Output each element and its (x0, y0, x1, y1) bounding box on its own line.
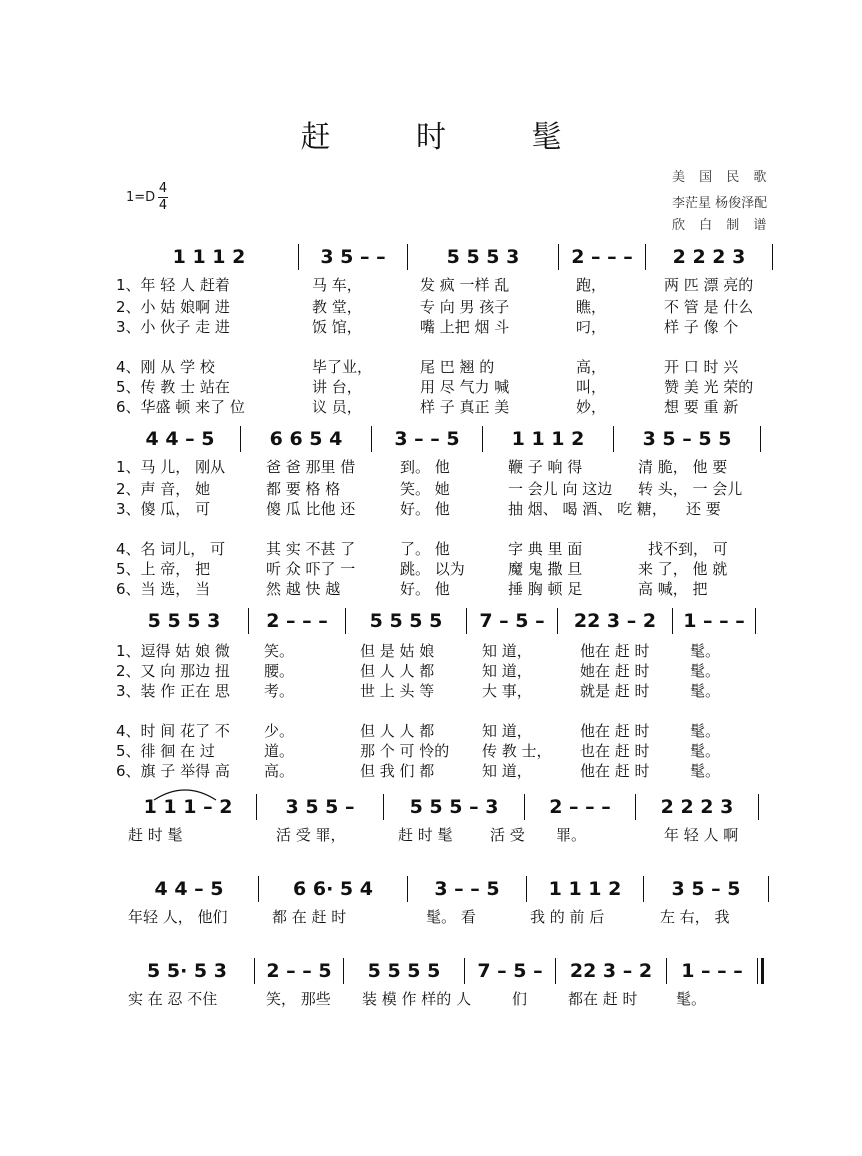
measure: 5 5 5 3 (446, 246, 520, 268)
notation-row-4 (120, 794, 759, 820)
lyric: 罪。 (556, 826, 587, 844)
lyric: 都 要 格 格 (266, 480, 341, 498)
notation-row-1 (120, 244, 773, 270)
measure: 2 – – – (571, 246, 633, 268)
measure: 1 1 1 2 (511, 428, 585, 450)
lyric: 爸 爸 那里 借 (266, 458, 356, 476)
lyric: 但 是 姑 娘 (360, 642, 435, 660)
lyric: 但 人 人 都 (360, 722, 435, 740)
lyric: 知 道， (482, 722, 532, 740)
lyric: 马 车， (312, 276, 362, 294)
measure: 2 2 2 3 (672, 246, 746, 268)
lyric: 少。 (264, 722, 295, 740)
measure: 6 6 5 4 (269, 428, 343, 450)
lyric: 传 教 士， (482, 742, 552, 760)
time-signature (158, 181, 168, 214)
lyric: 3、小 伙子 走 进 (116, 318, 230, 336)
lyric: 尾 巴 翘 的 (420, 358, 495, 376)
lyric: 年轻 人， 他们 (128, 908, 228, 926)
lyric: 开 口 时 兴 (664, 358, 739, 376)
lyric: 但 我 们 都 (360, 762, 435, 780)
final-barline (757, 958, 764, 984)
lyric: 知 道， (482, 642, 532, 660)
lyric: 样 子 真正 美 (420, 398, 510, 416)
lyric: 髦。 (690, 722, 721, 740)
lyric: 但 人 人 都 (360, 662, 435, 680)
lyric: 到。 他 (400, 458, 450, 476)
measure: 1 – – – (681, 960, 743, 982)
lyric: 笑。 她 (400, 480, 450, 498)
lyric: 跑， (576, 276, 607, 294)
lyric: 她在 赶 时 (580, 662, 650, 680)
lyric: 他在 赶 时 (580, 762, 650, 780)
measure: 2 – – – (549, 796, 611, 818)
measure: 5 5 5 3 (147, 610, 221, 632)
lyric: 毕了业， (312, 358, 373, 376)
lyric: 6、当 选， 当 (116, 580, 211, 598)
measure: 22 3 – 2 (569, 960, 653, 982)
lyric: 转 头， 一 会儿 (638, 480, 743, 498)
measure: 1 1 1 2 (172, 246, 246, 268)
measure: 2 – – – (266, 610, 328, 632)
lyric: 样 子 像 个 (664, 318, 739, 336)
lyric: 不 管 是 什么 (664, 298, 754, 316)
measure: 2 – – 5 (266, 960, 332, 982)
time-sig-top: 4 (158, 181, 168, 196)
lyric: 世 上 头 等 (360, 682, 435, 700)
lyric: 用 尽 气力 喊 (420, 378, 510, 396)
lyric: 4、时 间 花了 不 (116, 722, 230, 740)
lyric: 我 的 前 后 (530, 908, 605, 926)
lyric: 3、装 作 正在 思 (116, 682, 230, 700)
lyric: 了。 他 (400, 540, 450, 558)
measure: 22 3 – 2 (573, 610, 657, 632)
measure: 6 6· 5 4 (293, 878, 373, 900)
lyric: 饭 馆， (312, 318, 362, 336)
measure: 5 5 5 – 3 (409, 796, 499, 818)
lyric: 实 在 忍 不住 (128, 990, 218, 1008)
measure: 3 5 – 5 (671, 878, 741, 900)
lyric: 2、小 姑 娘啊 进 (116, 298, 230, 316)
lyric: 一 会儿 向 这边 (508, 480, 613, 498)
measure: 2 2 2 3 (660, 796, 734, 818)
lyric: 好。 他 (400, 580, 450, 598)
notation-row-5 (120, 876, 769, 902)
lyric: 找不到， 可 (648, 540, 728, 558)
lyric: 那 个 可 怜的 (360, 742, 450, 760)
lyric: 年 轻 人 啊 (664, 826, 739, 844)
measure: 3 – – 5 (434, 878, 500, 900)
lyric: 发 疯 一样 乱 (420, 276, 510, 294)
lyric: 还 要 (686, 500, 721, 518)
measure: 3 – – 5 (394, 428, 460, 450)
measure: 1 1 1 – 2 (143, 796, 233, 818)
lyric: 们 (512, 990, 528, 1008)
lyric: 4、名 词儿， 可 (116, 540, 226, 558)
credit-translator: 李茫星 杨俊泽配 (672, 196, 768, 211)
measure: 1 – – – (683, 610, 745, 632)
lyric: 髦。 (690, 642, 721, 660)
measure: 5 5 5 5 (369, 610, 443, 632)
lyric: 都 在 赶 时 (272, 908, 347, 926)
measure: 5 5 5 5 (367, 960, 441, 982)
lyric: 髦。 (690, 662, 721, 680)
lyric: 大 事， (482, 682, 532, 700)
notation-row-3 (120, 608, 756, 634)
lyric: 抽 烟、 喝 酒、 吃 糖， (508, 500, 667, 518)
lyric: 两 匹 漂 亮的 (664, 276, 754, 294)
lyric: 知 道， (482, 762, 532, 780)
lyric: 专 向 男 孩子 (420, 298, 510, 316)
lyric: 笑。 (264, 642, 295, 660)
lyric: 赞 美 光 荣的 (664, 378, 754, 396)
credit-notation: 欣 白 制 谱 (672, 218, 772, 233)
lyric: 也在 赶 时 (580, 742, 650, 760)
lyric: 2、又 向 那边 扭 (116, 662, 230, 680)
lyric: 髦。 (690, 742, 721, 760)
measure: 3 5 – 5 5 (642, 428, 732, 450)
measure: 7 – 5 – (477, 960, 543, 982)
lyric: 清 脆， 他 要 (638, 458, 728, 476)
lyric: 叼， (576, 318, 607, 336)
lyric: 腰。 (264, 662, 295, 680)
lyric: 跳。 以为 (400, 560, 465, 578)
notation-row-6 (120, 958, 764, 984)
lyric: 6、华盛 顿 来了 位 (116, 398, 245, 416)
lyric: 鞭 子 响 得 (508, 458, 583, 476)
lyric: 其 实 不甚 了 (266, 540, 356, 558)
lyric: 好。 他 (400, 500, 450, 518)
lyric: 听 众 吓了 一 (266, 560, 356, 578)
notation-row-2 (120, 426, 761, 452)
lyric: 傻 瓜 比他 还 (266, 500, 356, 518)
lyric: 2、声 音， 她 (116, 480, 211, 498)
lyric: 5、传 教 士 站在 (116, 378, 230, 396)
lyric: 5、徘 徊 在 过 (116, 742, 215, 760)
measure: 1 1 1 2 (548, 878, 622, 900)
lyric: 髦。 看 (426, 908, 476, 926)
lyric: 髦。 (690, 682, 721, 700)
lyric: 道。 (264, 742, 295, 760)
lyric: 考。 (264, 682, 295, 700)
lyric: 3、傻 瓜， 可 (116, 500, 211, 518)
lyric: 然 越 快 越 (266, 580, 341, 598)
measure: 4 4 – 5 (145, 428, 215, 450)
lyric: 左 右， 我 (660, 908, 730, 926)
lyric: 都在 赶 时 (568, 990, 638, 1008)
key-signature: 1=D (126, 190, 156, 205)
lyric: 魔 鬼 撒 旦 (508, 560, 583, 578)
lyric: 妙， (576, 398, 607, 416)
lyric: 他在 赶 时 (580, 722, 650, 740)
lyric: 赶 时 髦 (128, 826, 183, 844)
lyric: 1、马 儿， 刚从 (116, 458, 226, 476)
lyric: 高 喊， 把 (638, 580, 708, 598)
lyric: 就是 赶 时 (580, 682, 650, 700)
lyric: 1、逗得 姑 娘 微 (116, 642, 230, 660)
lyric: 知 道， (482, 662, 532, 680)
lyric: 议 员， (312, 398, 362, 416)
lyric: 髦。 (676, 990, 707, 1008)
page-title: 赶 时 髦 (300, 120, 600, 155)
lyric: 高。 (264, 762, 295, 780)
lyric: 捶 胸 顿 足 (508, 580, 583, 598)
lyric: 他在 赶 时 (580, 642, 650, 660)
lyric: 高， (576, 358, 607, 376)
credit-origin: 美 国 民 歌 (672, 170, 772, 185)
lyric: 嘴 上把 烟 斗 (420, 318, 510, 336)
lyric: 笑， 那些 (266, 990, 331, 1008)
lyric: 髦。 (690, 762, 721, 780)
measure: 5 5· 5 3 (147, 960, 227, 982)
lyric: 1、年 轻 人 赶着 (116, 276, 230, 294)
lyric: 活 受 (490, 826, 525, 844)
lyric: 字 典 里 面 (508, 540, 583, 558)
lyric: 装 模 作 样的 人 (362, 990, 472, 1008)
measure: 3 5 – – (320, 246, 386, 268)
lyric: 讲 台， (312, 378, 362, 396)
measure: 7 – 5 – (479, 610, 545, 632)
lyric: 6、旗 子 举得 高 (116, 762, 230, 780)
lyric: 叫， (576, 378, 607, 396)
lyric: 瞧， (576, 298, 607, 316)
time-sig-bottom: 4 (158, 198, 168, 213)
measure: 3 5 5 – (285, 796, 355, 818)
lyric: 来 了， 他 就 (638, 560, 728, 578)
lyric: 赶 时 髦 (398, 826, 453, 844)
lyric: 教 堂， (312, 298, 362, 316)
lyric: 活 受 罪， (276, 826, 346, 844)
measure: 4 4 – 5 (154, 878, 224, 900)
lyric: 4、刚 从 学 校 (116, 358, 215, 376)
lyric: 想 要 重 新 (664, 398, 739, 416)
lyric: 5、上 帝， 把 (116, 560, 211, 578)
